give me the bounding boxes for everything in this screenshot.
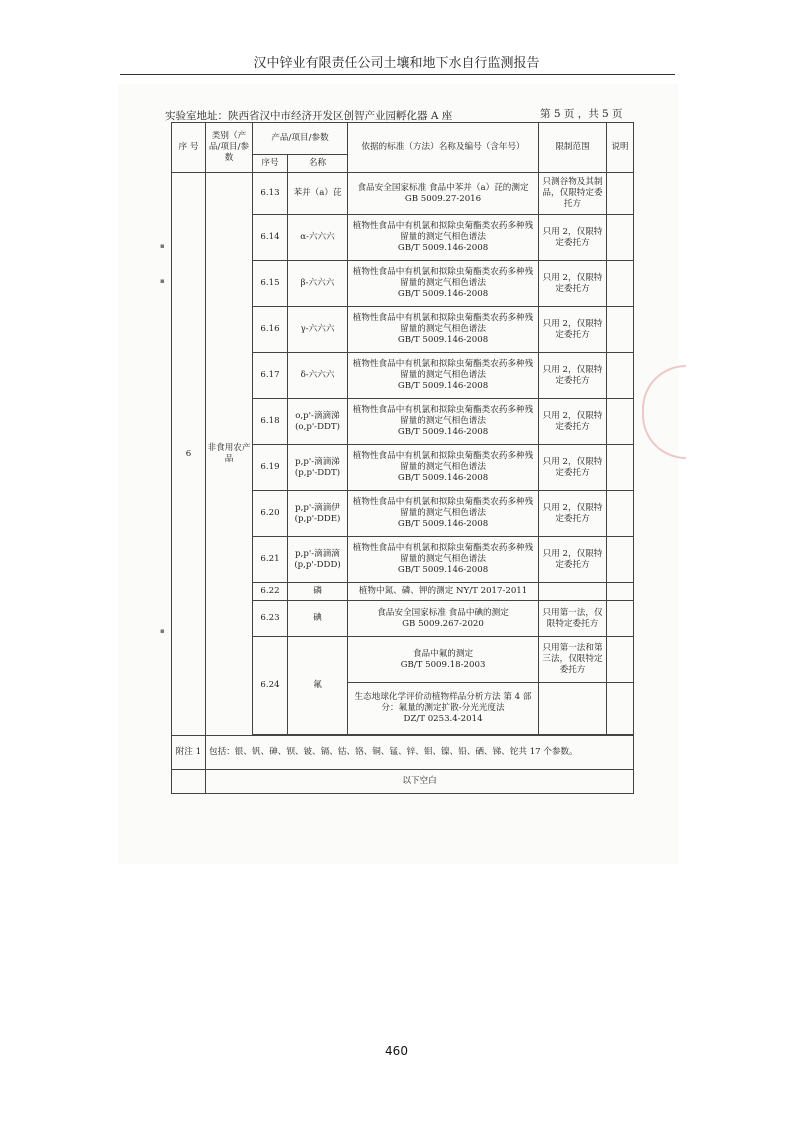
row-limit: 只用 2，仅限特定委托方 — [539, 353, 607, 399]
header-category: 类别（产品/项目/参数 — [206, 123, 253, 173]
row-note — [607, 173, 634, 215]
header-seq: 序 号 — [172, 123, 206, 173]
header-note: 说明 — [607, 123, 634, 173]
row-limit: 只用 2，仅限特定委托方 — [539, 491, 607, 537]
row-note — [607, 399, 634, 445]
row-no: 6.18 — [253, 399, 288, 445]
row-name: p,p'-滴滴伊 (p,p'-DDE) — [288, 491, 348, 537]
row-name: β-六六六 — [288, 261, 348, 307]
row-name: 磷 — [288, 583, 348, 601]
row-note — [607, 353, 634, 399]
header-sub-name: 名称 — [288, 155, 348, 173]
row-limit: 只用 2，仅限特定委托方 — [539, 307, 607, 353]
row-standard: 植物性食品中有机氯和拟除虫菊酯类农药多种残留量的测定气相色谱法 GB/T 5009.146-2008 — [348, 537, 539, 583]
row-limit: 只用 2，仅限特定委托方 — [539, 537, 607, 583]
row-standard: 植物性食品中有机氯和拟除虫菊酯类农药多种残留量的测定气相色谱法 GB/T 5009.146-2008 — [348, 215, 539, 261]
row-name: p,p'-滴滴滴 (p,p'-DDD) — [288, 537, 348, 583]
row-standard: 食品安全国家标准 食品中苯并（a）芘的测定 GB 5009.27-2016 — [348, 173, 539, 215]
page-number: 460 — [385, 1044, 408, 1058]
scan-mark: ▪ — [160, 627, 165, 635]
lab-address: 实验室地址：陕西省汉中市经济开发区创智产业园孵化器 A 座 — [165, 110, 453, 122]
row-name: 苯并（a）芘 — [288, 173, 348, 215]
row-no: 6.22 — [253, 583, 288, 601]
row-note — [607, 261, 634, 307]
capability-table — [171, 122, 634, 794]
row-limit — [539, 683, 607, 735]
row-note — [607, 637, 634, 683]
blank-text: 以下空白 — [206, 770, 634, 794]
scan-mark: ▪ — [160, 242, 165, 250]
blank-cell — [172, 770, 206, 794]
row-name: γ-六六六 — [288, 307, 348, 353]
row-name: o,p'-滴滴涕 (o,p'-DDT) — [288, 399, 348, 445]
row-no: 6.14 — [253, 215, 288, 261]
row-name: p,p'-滴滴涕 (p,p'-DDT) — [288, 445, 348, 491]
row-no: 6.24 — [253, 637, 288, 735]
row-note — [607, 583, 634, 601]
group-category: 非食用农产品 — [206, 173, 253, 736]
row-standard: 食品中氟的测定 GB/T 5009.18-2003 — [348, 637, 539, 683]
row-no: 6.13 — [253, 173, 288, 215]
header-product-group: 产品/项目/参数 — [253, 123, 348, 155]
row-no: 6.19 — [253, 445, 288, 491]
row-note — [607, 683, 634, 735]
row-note — [607, 491, 634, 537]
row-limit — [539, 583, 607, 601]
row-note — [607, 445, 634, 491]
row-limit: 只用 2，仅限特定委托方 — [539, 261, 607, 307]
row-limit: 只测谷物及其制品，仅限特定委托方 — [539, 173, 607, 215]
row-note — [607, 215, 634, 261]
header-rule — [120, 74, 675, 75]
row-name: δ-六六六 — [288, 353, 348, 399]
row-name: 氟 — [288, 637, 348, 735]
header-sub-seq: 序号 — [253, 155, 288, 173]
row-limit: 只用第一法，仅限特定委托方 — [539, 601, 607, 637]
row-no: 6.17 — [253, 353, 288, 399]
row-note — [607, 307, 634, 353]
row-no: 6.21 — [253, 537, 288, 583]
row-limit: 只用 2，仅限特定委托方 — [539, 215, 607, 261]
table-row — [172, 173, 634, 215]
row-note — [607, 601, 634, 637]
row-limit: 只用 2，仅限特定委托方 — [539, 445, 607, 491]
row-standard: 生态地球化学评价动植物样品分析方法 第 4 部分：氟量的测定扩散-分光光度法 DZ/T 0253.4-2014 — [348, 683, 539, 735]
report-header-title: 汉中锌业有限责任公司土壤和地下水自行监测报告 — [253, 56, 540, 71]
row-standard: 植物中氮、磷、钾的测定 NY/T 2017-2011 — [348, 583, 539, 601]
row-no: 6.23 — [253, 601, 288, 637]
header-limit: 限制范围 — [539, 123, 607, 173]
row-standard: 植物性食品中有机氯和拟除虫菊酯类农药多种残留量的测定气相色谱法 GB/T 5009.146-2008 — [348, 445, 539, 491]
row-standard: 植物性食品中有机氯和拟除虫菊酯类农药多种残留量的测定气相色谱法 GB/T 5009.146-2008 — [348, 399, 539, 445]
row-no: 6.16 — [253, 307, 288, 353]
row-name: 碘 — [288, 601, 348, 637]
appendix-row — [172, 736, 634, 770]
group-seq: 6 — [172, 173, 206, 736]
appendix-text: 包括：银、钒、砷、钡、铍、镉、钴、铬、铜、锰、锌、钼、镍、铅、硒、锑、铊共 17 个参数。 — [206, 736, 634, 770]
row-standard: 植物性食品中有机氯和拟除虫菊酯类农药多种残留量的测定气相色谱法 GB/T 5009.146-2008 — [348, 307, 539, 353]
row-standard: 植物性食品中有机氯和拟除虫菊酯类农药多种残留量的测定气相色谱法 GB/T 5009.146-2008 — [348, 491, 539, 537]
row-no: 6.20 — [253, 491, 288, 537]
scan-mark: ▪ — [160, 277, 165, 285]
header-standard: 依据的标准（方法）名称及编号（含年号） — [348, 123, 539, 173]
row-note — [607, 537, 634, 583]
row-standard: 食品安全国家标准 食品中碘的测定 GB 5009.267-2020 — [348, 601, 539, 637]
blank-row — [172, 770, 634, 794]
appendix-label: 附注 1 — [172, 736, 206, 770]
page-info: 第 5 页 ，共 5 页 — [540, 108, 623, 120]
row-no: 6.15 — [253, 261, 288, 307]
row-standard: 植物性食品中有机氯和拟除虫菊酯类农药多种残留量的测定气相色谱法 GB/T 5009.146-2008 — [348, 261, 539, 307]
row-standard: 植物性食品中有机氯和拟除虫菊酯类农药多种残留量的测定气相色谱法 GB/T 5009.146-2008 — [348, 353, 539, 399]
row-limit: 只用第一法和第三法，仅限特定委托方 — [539, 637, 607, 683]
row-limit: 只用 2，仅限特定委托方 — [539, 399, 607, 445]
row-name: α-六六六 — [288, 215, 348, 261]
